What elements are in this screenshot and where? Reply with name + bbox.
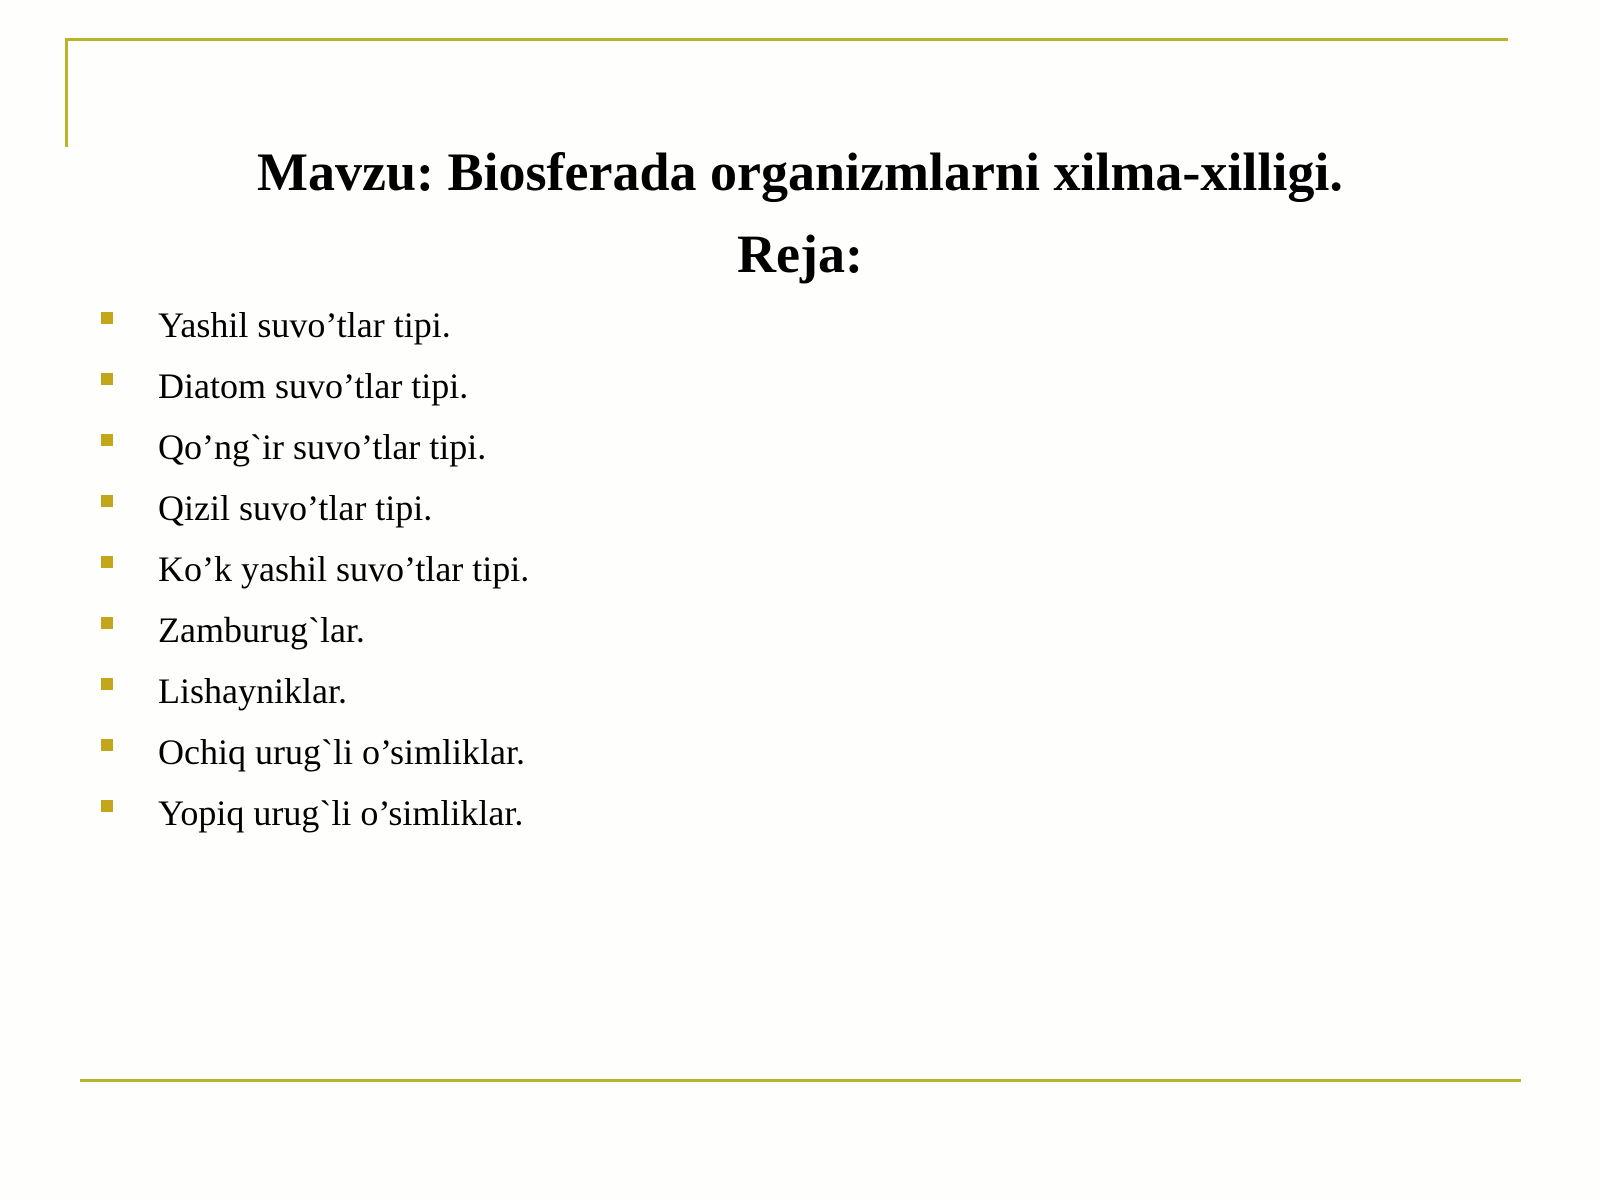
list-item (0, 666, 1600, 727)
square-bullet-icon (101, 495, 113, 507)
square-bullet-icon (101, 312, 113, 324)
frame-left-line (65, 38, 68, 147)
square-bullet-icon (101, 617, 113, 629)
square-bullet-icon (101, 373, 113, 385)
frame-top-line (65, 38, 1508, 41)
slide-title: Mavzu: Biosferada organizmlarni xilma-xilligi. (257, 142, 1343, 202)
list-item (0, 788, 1600, 849)
plan-list (0, 300, 1600, 849)
slide-subtitle: Reja: (737, 224, 863, 284)
list-item-text: Lishayniklar. (158, 671, 347, 711)
list-item (0, 361, 1600, 422)
list-item-text: Qo’ng`ir suvo’tlar tipi. (158, 427, 487, 467)
list-item-text: Zamburug`lar. (158, 610, 365, 650)
list-item (0, 422, 1600, 483)
list-item-text: Diatom suvo’tlar tipi. (158, 366, 469, 406)
square-bullet-icon (101, 739, 113, 751)
list-item-text: Yopiq urug`li o’simliklar. (158, 793, 524, 833)
square-bullet-icon (101, 800, 113, 812)
list-item (0, 605, 1600, 666)
list-item-text: Ko’k yashil suvo’tlar tipi. (158, 549, 530, 589)
list-item (0, 727, 1600, 788)
frame-bottom-line (80, 1079, 1521, 1082)
list-item (0, 483, 1600, 544)
square-bullet-icon (101, 434, 113, 446)
list-item-text: Qizil suvo’tlar tipi. (158, 488, 433, 528)
square-bullet-icon (101, 678, 113, 690)
square-bullet-icon (101, 556, 113, 568)
list-item-text: Ochiq urug`li o’simliklar. (158, 732, 525, 772)
list-item (0, 300, 1600, 361)
list-item (0, 544, 1600, 605)
list-item-text: Yashil suvo’tlar tipi. (158, 305, 451, 345)
